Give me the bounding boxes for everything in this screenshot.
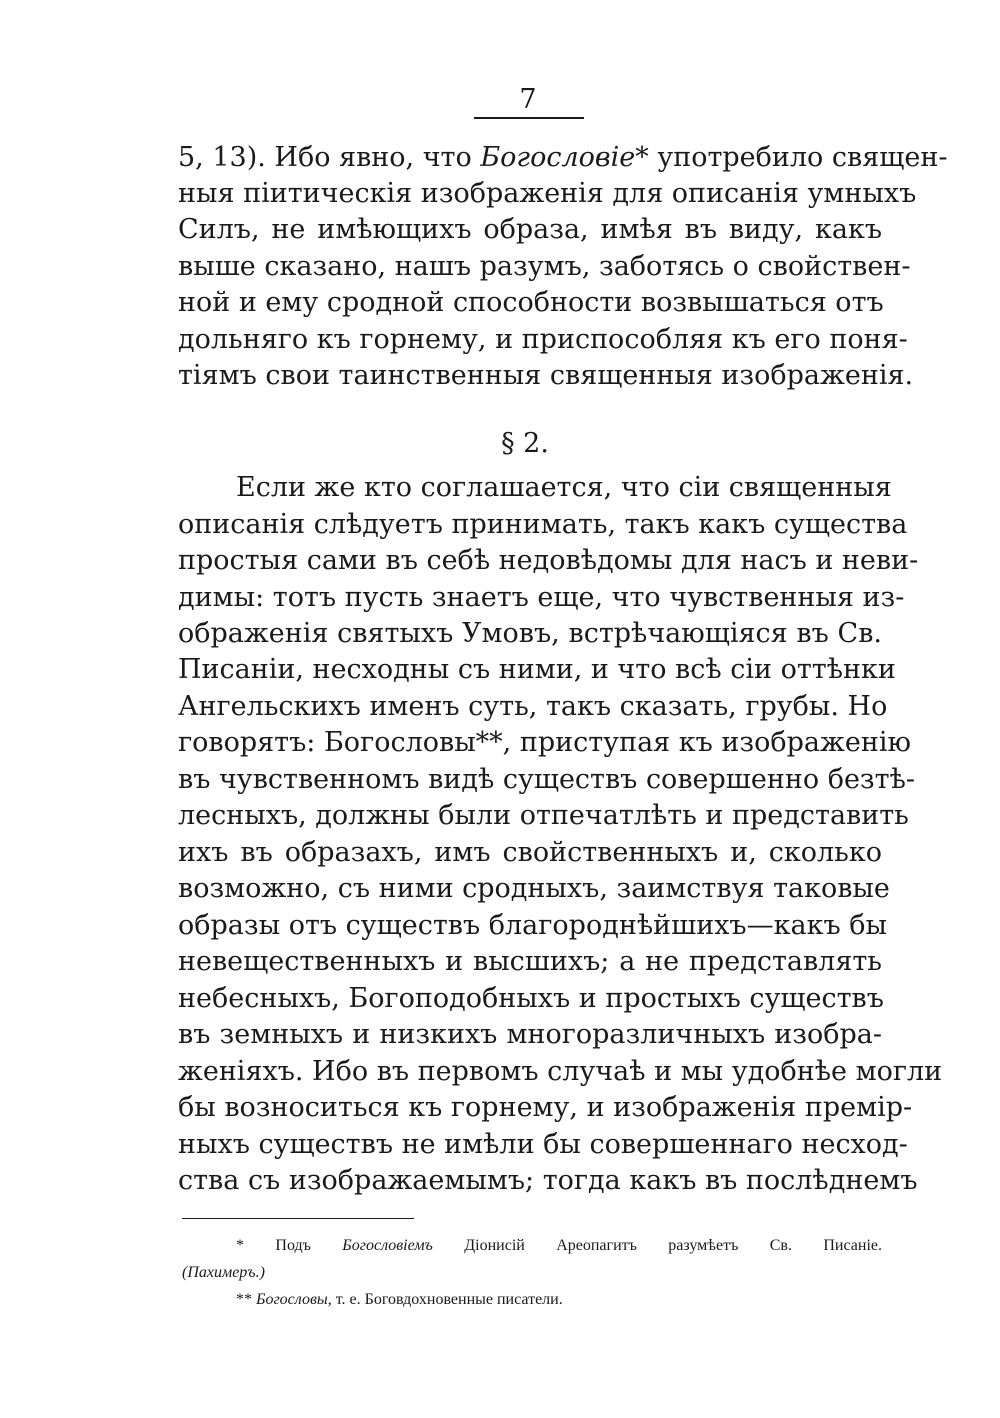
paragraph-line: возможно, съ ними сродныхъ, заимствуя таковые	[178, 873, 890, 904]
paragraph-line: описанiя слѣдуетъ принимать, такъ какъ существа	[178, 509, 908, 540]
footnote-marker: **	[236, 1291, 256, 1308]
paragraph-line: въ чувственномъ видѣ существъ совершенно безтѣ-	[178, 764, 915, 795]
italic-term: Богословiемъ	[342, 1237, 433, 1254]
paragraph-line: Если же кто соглашается, что сiи священныя	[236, 472, 892, 503]
paragraph-line: ныхъ существъ не имѣли бы совершеннаго несход-	[178, 1129, 908, 1160]
italic-term: Богословы	[256, 1291, 328, 1308]
text-span: 5, 13). Ибо явно, что	[178, 142, 481, 173]
page-number: 7	[519, 84, 537, 115]
paragraph-line: ображенiя святыхъ Умовъ, встрѣчающiяся въ Св.	[178, 618, 882, 649]
paragraph-line: простыя сами въ себѣ недовѣдомы для насъ и неви-	[178, 545, 919, 576]
paragraph-line: образы отъ существъ благороднѣйшихъ—какъ бы	[178, 910, 887, 941]
footnote-marker: * Подъ	[236, 1237, 343, 1254]
paragraph-line: бы возноситься къ горнему, и изображенiя премiр-	[178, 1092, 913, 1123]
paragraph-line: невещественныхъ и высшихъ; а не представлять	[178, 946, 882, 977]
paragraph-line: Силъ, не имѣющихъ образа, имѣя въ виду, какъ	[178, 214, 882, 245]
paragraph-line: небесныхъ, Богоподобныхъ и простыхъ существъ	[178, 983, 884, 1014]
paragraph-line: ныя пiитическiя изображенiя для описанiя умныхъ	[178, 178, 917, 209]
paragraph-line: говорятъ: Богословы**, приступая къ изображенiю	[178, 727, 911, 758]
paragraph-line: лесныхъ, должны были отпечатлѣть и представить	[178, 800, 909, 831]
paragraph-line: выше сказано, нашъ разумъ, заботясь о свойствен-	[178, 251, 911, 282]
footnote-1-continuation: (Пахимеръ.)	[182, 1264, 265, 1281]
paragraph-line	[178, 140, 948, 176]
page-number-rule	[474, 117, 584, 119]
paragraph-line: тiямъ свои таинственныя священныя изображенiя.	[178, 360, 914, 391]
italic-term: Богословіе	[480, 142, 636, 173]
paragraph-line: Ангельскихъ именъ суть, такъ сказать, грубы. Но	[178, 691, 888, 722]
paragraph-line: ной и ему сродной способности возвышаться отъ	[178, 287, 884, 318]
footnote-rule	[182, 1218, 414, 1219]
footnote-text: , т. е. Боговдохновенные писатели.	[327, 1291, 563, 1308]
footnote-2	[236, 1287, 936, 1313]
paragraph-line: Писанiи, несходны съ ними, и что всѣ сiи оттѣнки	[178, 654, 896, 685]
paragraph-line: въ земныхъ и низкихъ многоразличныхъ изобра-	[178, 1019, 882, 1050]
footnote-text: Дiонисiй Ареопагитъ разумѣетъ Св. Писанiе.	[432, 1237, 882, 1254]
text-span: * употребило священ-	[635, 142, 948, 173]
paragraph-line: женiяхъ. Ибо въ первомъ случаѣ и мы удобнѣе могли	[178, 1056, 943, 1087]
section-heading: § 2.	[501, 428, 549, 459]
paragraph-line: димы: тотъ пусть знаетъ еще, что чувственныя из-	[178, 582, 905, 613]
paragraph-line: ихъ въ образахъ, имъ свойственныхъ и, сколько	[178, 837, 882, 868]
footnote-1	[236, 1233, 882, 1259]
paragraph-line: дольняго къ горнему, и приспособляя къ его поня-	[178, 324, 908, 355]
paragraph-line: ства съ изображаемымъ; тогда какъ въ послѣднемъ	[178, 1165, 918, 1196]
